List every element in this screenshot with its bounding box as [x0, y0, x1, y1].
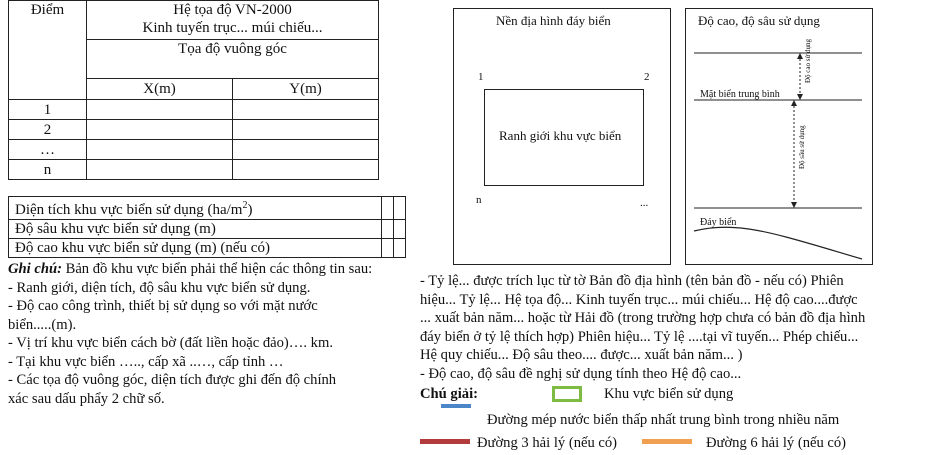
table-row [9, 220, 406, 239]
note-line: - Độ cao công trình, thiết bị sử dụng so với mặt nước [8, 298, 318, 314]
terrain-diagram [453, 8, 671, 265]
sea-area-boundary [484, 89, 644, 186]
note-line: hiệu... Tỷ lệ... Hệ tọa độ... Kinh tuyến trục... múi chiếu... Hệ độ cao....được [420, 291, 858, 308]
meridian-text: Kinh tuyến trục... múi chiếu... [142, 20, 323, 36]
six-nm-line-swatch [642, 439, 692, 444]
seabed-label: Đáy biển [700, 217, 737, 228]
note-line: - Tại khu vực biển ….., cấp xã ..…, cấp tỉnh … [8, 353, 284, 370]
depth-label: Độ sâu khu vực biển sử dụng (m) [9, 220, 382, 239]
table-row [9, 197, 406, 220]
x-column-header: X(m) [87, 79, 233, 100]
legend-title: Chú giải: [420, 386, 478, 402]
note-line: - Độ cao, độ sâu đề nghị sử dụng tính theo Hệ độ cao... [420, 365, 742, 382]
point-n-label: n [476, 194, 482, 206]
coordinate-system-header [87, 1, 379, 40]
table-row [9, 160, 379, 180]
three-nm-legend-label: Đường 3 hải lý (nếu có) [477, 435, 618, 451]
sea-area-swatch [552, 386, 582, 402]
table-row [9, 239, 406, 258]
notes-left [8, 260, 372, 408]
rect-coordinate-header: Tọa độ vuông góc [87, 40, 379, 79]
point-1-label: 1 [478, 71, 484, 83]
system-title: Hệ tọa độ VN-2000 [173, 2, 292, 18]
note-line: - Vị trí khu vực biển cách bờ (đất liền hoặc đảo)…. km. [8, 335, 333, 351]
note-line: xác sau dấu phẩy 2 chữ số. [8, 390, 165, 407]
note-line: - Ranh giới, diện tích, độ sâu khu vực biển sử dụng. [8, 279, 311, 296]
low-water-legend-label: Đường mép nước biển thấp nhất trung bình trong nhiều năm [487, 412, 840, 428]
notes-right [420, 272, 865, 383]
terrain-title: Nền địa hình đáy biển [496, 13, 611, 28]
note-line: biển.....(m). [8, 316, 77, 333]
point-column-header: Điểm [9, 1, 87, 100]
sea-level-label: Mặt biển trung bình [700, 89, 780, 100]
note-line: - Các tọa độ vuông góc, diện tích được ghi đến độ chính [8, 372, 337, 388]
note-line: ... xuất bản năm... hoặc từ Hải đồ (trong trường hợp chưa có bản đồ địa hình [420, 310, 866, 326]
three-nm-line-swatch [420, 439, 470, 444]
table-row [9, 140, 379, 160]
point-label: 2 [9, 120, 87, 140]
note-line: Hệ quy chiếu... Độ sâu theo.... được... xuất bản năm... ) [420, 347, 743, 363]
y-column-header: Y(m) [233, 79, 379, 100]
six-nm-legend-label: Đường 6 hải lý (nếu có) [706, 435, 847, 451]
point-label: n [9, 160, 87, 180]
height-usage-label: Độ cao sử dụng [804, 38, 812, 83]
height-depth-title: Độ cao, độ sâu sử dụng [698, 13, 820, 28]
boundary-label: Ranh giới khu vực biển [499, 128, 622, 143]
table-row [9, 120, 379, 140]
low-water-line-swatch [441, 404, 471, 408]
area-label: Diện tích khu vực biển sử dụng $(ha/m^2)$ [9, 197, 382, 220]
sea-area-legend-label: Khu vực biển sử dụng [604, 386, 734, 402]
notes-heading: Ghi chú: Bản đồ khu vực biển phải thể hiện các thông tin sau: [8, 261, 373, 277]
dots-label: ... [640, 197, 649, 209]
info-table [8, 196, 406, 258]
point-label: … [9, 140, 87, 160]
coordinate-table [8, 0, 379, 180]
table-row [9, 100, 379, 120]
depth-usage-label: Độ sâu sử dụng [798, 125, 806, 169]
height-label: Độ cao khu vực biển sử dụng (m) (nếu có) [9, 239, 382, 258]
height-depth-diagram [685, 8, 873, 265]
point-label: 1 [9, 100, 87, 120]
note-line: đáy biển ở tỷ lệ thích hợp) Phiên hiệu... Tỷ lệ ....tại vĩ tuyến... Phép chiếu... [420, 328, 859, 345]
point-2-label: 2 [644, 71, 650, 83]
note-line: - Tỷ lệ... được trích lục từ tờ Bản đồ địa hình (tên bản đồ - nếu có) Phiên [420, 273, 844, 289]
